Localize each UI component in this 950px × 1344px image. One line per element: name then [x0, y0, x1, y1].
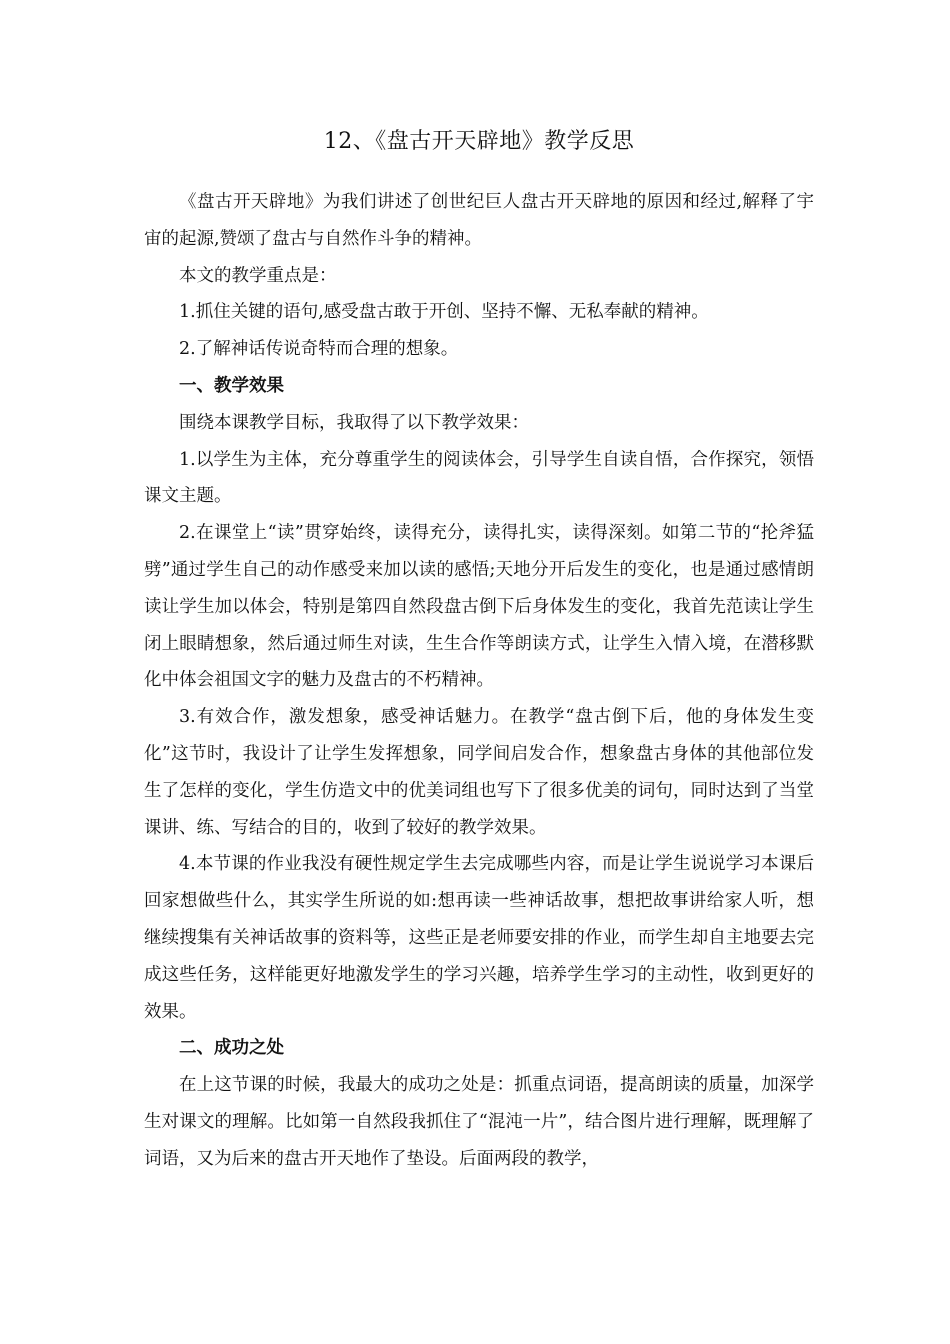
teaching-focus-item-1: 1.抓住关键的语句,感受盘古敢于开创、坚持不懈、无私奉献的精神。: [179, 302, 709, 323]
teaching-effect-item-1: 1.以学生为主体，充分尊重学生的阅读体会，引导学生自读自悟，合作探究，领悟课文主题。: [144, 449, 814, 507]
teaching-effect-intro: 围绕本课教学目标，我取得了以下教学效果：: [179, 412, 529, 433]
section-heading-teaching-effect: 一、教学效果: [179, 375, 284, 396]
teaching-effect-item-3: 3.有效合作，激发想象，感受神话魅力。在教学“盘古倒下后，他的身体发生变化”这节时，我设计了让学生发挥想象，同学间启发合作，想象盘古身体的其他部位发生了怎样的变化，学生仿造文中的优美词组也写下了很多优美的词句，同时达到了当堂课讲、练、写结合的目的，收到了较好的教学效果。: [144, 707, 814, 838]
document-title: 12、《盘古开天辟地》教学反思: [323, 129, 635, 154]
teaching-focus-item-2: 2.了解神话传说奇特而合理的想象。: [179, 339, 459, 360]
teaching-focus-label: 本文的教学重点是：: [179, 265, 337, 286]
document-body: [144, 122, 814, 1178]
teaching-effect-item-4: 4.本节课的作业我没有硬性规定学生去完成哪些内容，而是让学生说说学习本课后回家想做些什么，其实学生所说的如:想再读一些神话故事，想把故事讲给家人听，想继续搜集有关神话故事的资料等，这些正是老师要安排的作业，而学生却自主地要去完成这些任务，这样能更好地激发学生的学习兴趣，培养学生学习的主动性，收到更好的效果。: [144, 854, 814, 1022]
success-paragraph: 在上这节课的时候，我最大的成功之处是：抓重点词语，提高朗读的质量，加深学生对课文的理解。比如第一自然段我抓住了“混沌一片”，结合图片进行理解，既理解了词语，又为后来的盘古开天地作了垫设。后面两段的教学，: [144, 1075, 814, 1169]
teaching-effect-item-2: 2.在课堂上“读”贯穿始终，读得充分，读得扎实，读得深刻。如第二节的“抡斧猛劈”通过学生自己的动作感受来加以读的感悟;天地分开后发生的变化，也是通过感情朗读让学生加以体会，特别是第四自然段盘古倒下后身体发生的变化，我首先范读让学生闭上眼睛想象，然后通过师生对读，生生合作等朗读方式，让学生入情入境，在潜移默化中体会祖国文字的魅力及盘古的不朽精神。: [144, 523, 814, 691]
section-heading-success: 二、成功之处: [179, 1038, 284, 1059]
intro-paragraph: 《盘古开天辟地》为我们讲述了创世纪巨人盘古开天辟地的原因和经过,解释了宇宙的起源,赞颂了盘古与自然作斗争的精神。: [144, 192, 814, 249]
